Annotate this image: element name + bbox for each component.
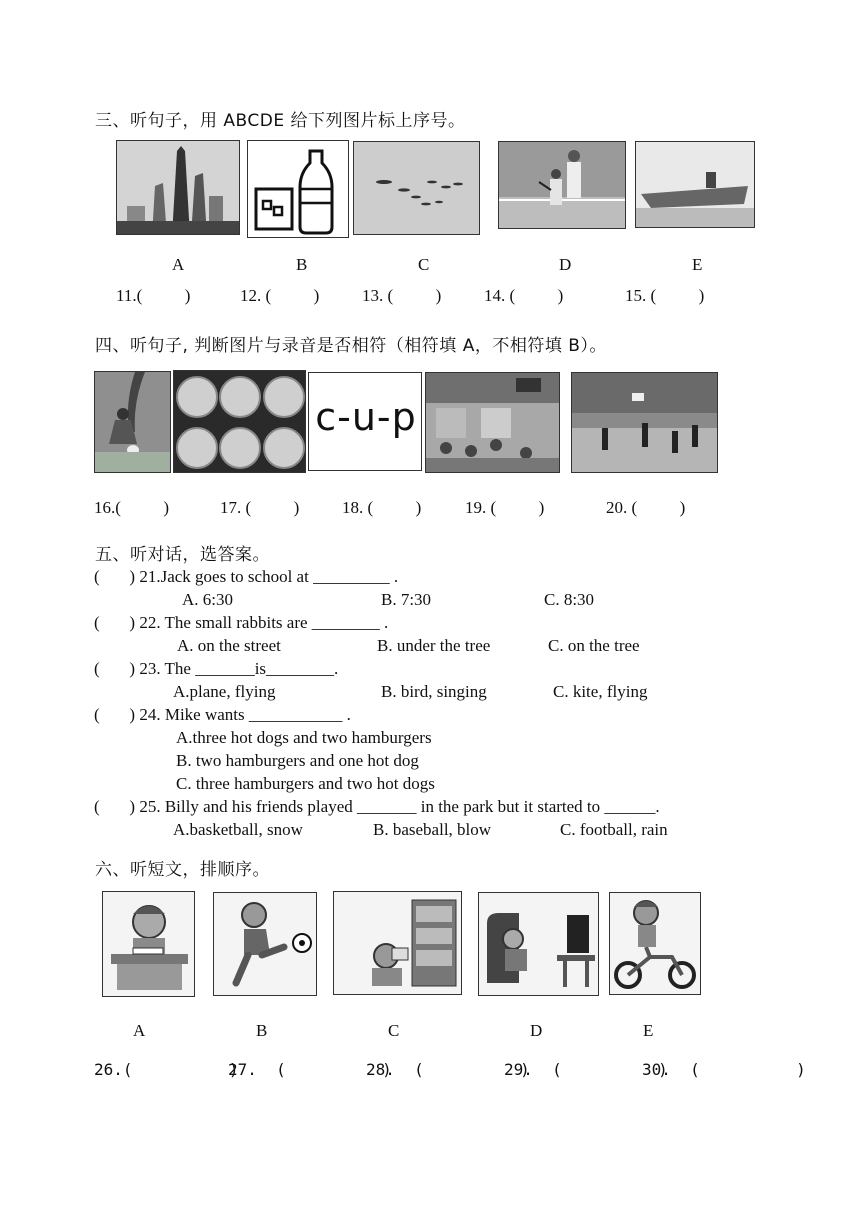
option-23a[interactable]: A.plane, flying [173, 682, 276, 701]
option-label: D [530, 1021, 543, 1040]
coins-photo [173, 370, 306, 473]
option-21b[interactable]: B. 7:30 [381, 590, 432, 609]
aircraft-carrier-photo [635, 141, 755, 228]
option-21a[interactable]: A. 6:30 [182, 590, 233, 609]
option-24c[interactable]: C. three hamburgers and two hot dogs [176, 774, 435, 793]
section6-heading: 六、听短文，排顺序。 [95, 860, 270, 880]
answer-blank[interactable]: 17. ( ) [220, 498, 300, 517]
answer-blank[interactable]: 28. ( ) [366, 1060, 530, 1079]
option-22c[interactable]: C. on the tree [548, 636, 640, 655]
option-25c[interactable]: C. football, rain [560, 820, 668, 839]
question-23: ( ) 23. The _______is________. [94, 659, 339, 678]
basketball-game-photo [571, 372, 718, 473]
boy-reading-bookshelf-icon [333, 891, 462, 995]
cup-word-card [308, 372, 422, 471]
option-label: D [559, 255, 572, 274]
question-25: ( ) 25. Billy and his friends played _______ in the park but it started to ______. [94, 797, 660, 816]
option-label: E [692, 255, 703, 274]
skyscrapers-photo [116, 140, 240, 235]
answer-blank[interactable]: 19. ( ) [465, 498, 545, 517]
option-label: C [388, 1021, 400, 1040]
option-label: B [256, 1021, 268, 1040]
option-label: B [296, 255, 308, 274]
option-label: A [172, 255, 185, 274]
answer-blank[interactable]: 16.( ) [94, 498, 170, 517]
option-24b[interactable]: B. two hamburgers and one hot dog [176, 751, 419, 770]
answer-blank[interactable]: 27. ( ) [228, 1060, 392, 1079]
boy-studying-icon [102, 891, 195, 997]
market-photo [425, 372, 560, 473]
boy-watching-tv-icon [478, 892, 599, 996]
answer-blank[interactable]: 14. ( ) [484, 286, 564, 305]
cup-word: c-u-p [315, 395, 417, 439]
option-25a[interactable]: A.basketball, snow [173, 820, 303, 839]
answer-blank[interactable]: 30. ( ) [642, 1060, 806, 1079]
question-24: ( ) 24. Mike wants ___________ . [94, 705, 351, 724]
option-24a[interactable]: A.three hot dogs and two hamburgers [176, 728, 432, 747]
option-label: E [643, 1021, 654, 1040]
drinks-icon [247, 140, 349, 238]
answer-blank[interactable]: 20. ( ) [606, 498, 686, 517]
option-22b[interactable]: B. under the tree [377, 636, 491, 655]
section4-heading: 四、听句子, 判断图片与录音是否相符（相符填 A，不相符填 B）。 [95, 336, 607, 356]
option-22a[interactable]: A. on the street [177, 636, 281, 655]
boy-football-icon [213, 892, 317, 996]
option-23b[interactable]: B. bird, singing [381, 682, 487, 701]
boy-cycling-icon [609, 892, 701, 995]
answer-blank[interactable]: 13. ( ) [362, 286, 442, 305]
answer-blank[interactable]: 26.( ) [94, 1060, 239, 1079]
girl-rabbit-photo [94, 371, 171, 473]
answer-blank[interactable]: 29. ( ) [504, 1060, 668, 1079]
option-label: C [418, 255, 430, 274]
option-label: A [133, 1021, 146, 1040]
option-25b[interactable]: B. baseball, blow [373, 820, 492, 839]
answer-blank[interactable]: 12. ( ) [240, 286, 320, 305]
section5-heading: 五、听对话，选答案。 [95, 545, 270, 565]
question-21: ( ) 21.Jack goes to school at _________ . [94, 567, 399, 586]
planes-formation-photo [353, 141, 480, 235]
answer-blank[interactable]: 18. ( ) [342, 498, 422, 517]
option-21c[interactable]: C. 8:30 [544, 590, 595, 609]
answer-blank[interactable]: 11.( ) [116, 286, 191, 305]
tennis-coach-photo [498, 141, 626, 229]
section3-heading: 三、听句子，用 ABCDE 给下列图片标上序号。 [95, 111, 466, 131]
question-22: ( ) 22. The small rabbits are ________ . [94, 613, 389, 632]
answer-blank[interactable]: 15. ( ) [625, 286, 705, 305]
option-23c[interactable]: C. kite, flying [553, 682, 648, 701]
